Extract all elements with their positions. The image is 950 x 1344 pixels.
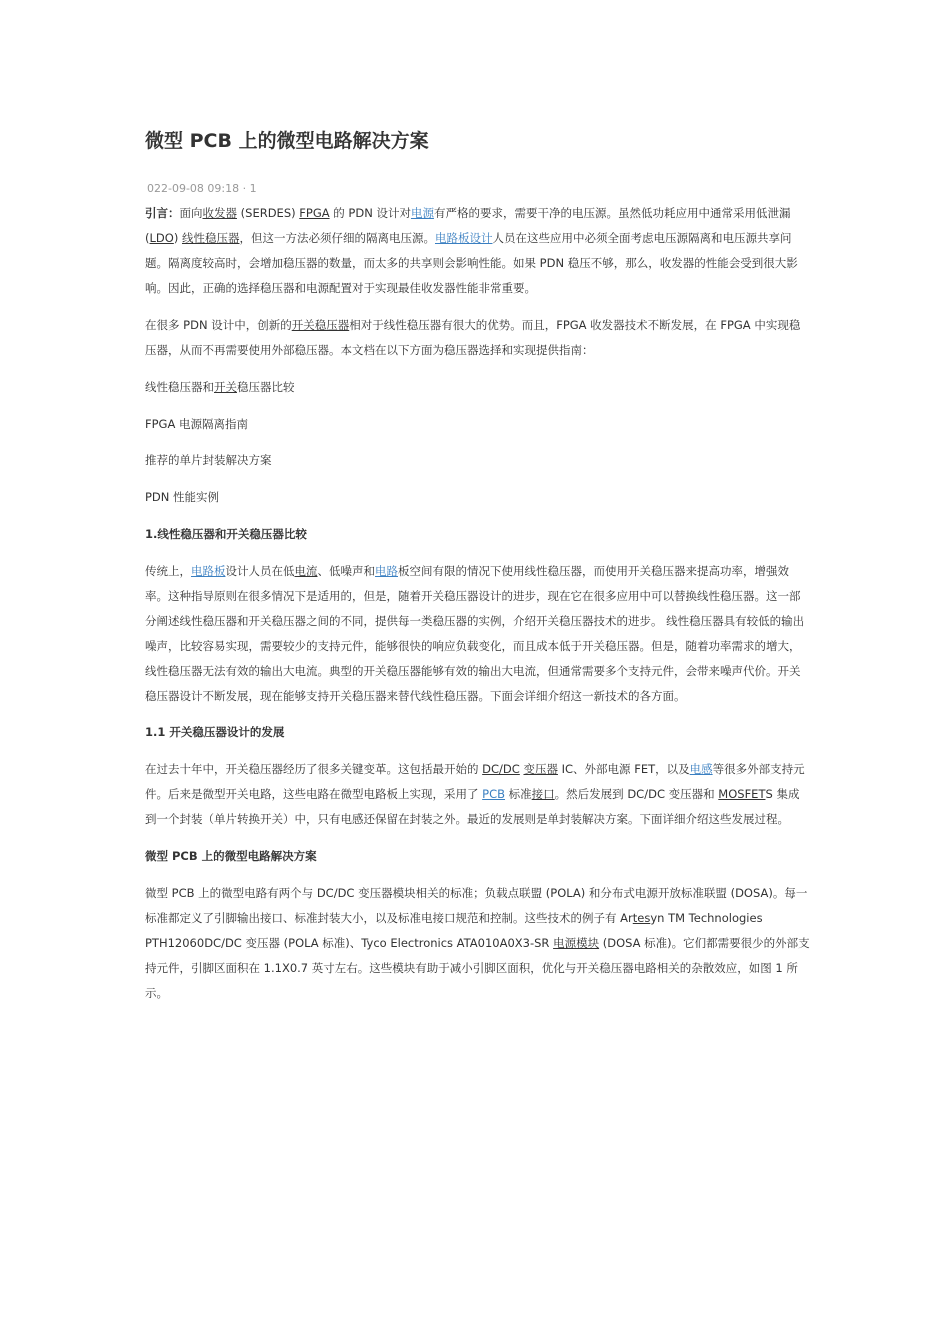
text-span: 稳压器比较: [237, 380, 295, 394]
list-item-2: FPGA 电源隔离指南: [145, 417, 248, 431]
text-span: 在过去十年中，开关稳压器经历了很多关键变革。这包括最开始的: [145, 762, 483, 776]
article-title: 微型 PCB 上的微型电路解决方案: [145, 130, 429, 152]
paragraph-4: [145, 757, 810, 832]
text-span: 微型 PCB 上的微型电路有两个与 DC/DC 变压器模块相关的标准；负载点联盟 (POLA) 和分布式电源开放标准联盟 (DOSA)。每一标准都定义了引脚输出接口、标准封装大小，以及标准电接口规范和控制。这些技术的例子有 Ar: [145, 886, 808, 925]
intro-label: 引言：: [145, 206, 180, 220]
link-current[interactable]: 电流: [294, 564, 318, 578]
text-span: 传统上，: [145, 564, 191, 578]
link-mosfet[interactable]: MOSFET: [718, 787, 766, 801]
text-span: 的 PDN 设计对: [329, 206, 411, 220]
text-span: S 集成到一个封装（单片转换开关）中，只有电感还保留在封装之外。最近的发展则是单封装解决方案。下面详细介绍这些发展过程。: [145, 787, 800, 826]
section-heading-micro-pcb: 微型 PCB 上的微型电路解决方案: [145, 849, 317, 863]
paragraph-2: [145, 313, 810, 363]
text-span: 相对于线性稳压器有很大的优势。而且，FPGA 收发器技术不断发展，在 FPGA 中实现稳压器，从而不再需要使用外部稳压器。本文档在以下方面为稳压器选择和实现提供指南：: [145, 318, 801, 357]
link-switch[interactable]: 开关: [214, 380, 237, 394]
section-heading-1: 1.线性稳压器和开关稳压器比较: [145, 527, 307, 541]
text-span: 有严格的要求，需要干净的电压源。虽然低功耗应用中通常采用低泄漏 (: [145, 206, 791, 245]
link-circuit[interactable]: 电路: [375, 564, 398, 578]
text-span: 、低噪声和: [317, 564, 375, 578]
link-circuit-board[interactable]: 电路板: [191, 564, 226, 578]
text-span: 板空间有限的情况下使用线性稳压器，而使用开关稳压器来提高功率，增强效率。这种指导原则在很多情况下是适用的，但是，随着开关稳压器设计的进步，现在它在很多应用中可以替换线性稳压器。这一部分阐述线性稳压器和开关稳压器之间的不同，提供每一类稳压器的实例，介绍开关稳压器技术的进步。 线性稳压器具有较低的输出噪声，比较容易实现，需要较少的支持元件，能够很快的响应负载变化，而且成本低于开关稳压器。但是，随着功率需求的增大，线性稳压器无法有效的输出大电流。典型的开关稳压器能够有效的输出大电流，但通常需要多个支持元件，会带来噪声代价。开关稳压器设计不断发展，现在能够支持开关稳压器来替代线性稳压器。下面会详细介绍这一新技术的各方面。: [145, 564, 805, 703]
link-inductor[interactable]: 电感: [689, 762, 713, 776]
text-span: ，但这一方法必须仔细的隔离电压源。: [239, 231, 435, 245]
link-pcb[interactable]: PCB: [482, 787, 506, 801]
link-power-module[interactable]: 电源模块: [553, 936, 600, 950]
text-span: 。然后发展到 DC/DC 变压器和: [554, 787, 719, 801]
link-transformer[interactable]: 变压器: [523, 762, 558, 776]
text-span: 设计人员在低: [225, 564, 295, 578]
paragraph-3: [145, 559, 810, 709]
section-heading-1-1: 1.1 开关稳压器设计的发展: [145, 725, 285, 739]
link-ldo[interactable]: LDO: [149, 231, 174, 245]
link-tes[interactable]: tes: [632, 911, 651, 925]
list-item-3: 推荐的单片封装解决方案: [145, 453, 272, 467]
list-item-4: PDN 性能实例: [145, 490, 220, 504]
link-linear-regulator[interactable]: 线性稳压器: [181, 231, 240, 245]
text-span: 面向: [179, 206, 203, 220]
text-span: yn TM Technologies PTH12060DC/DC 变压器 (POLA 标准)、Tyco Electronics ATA010A0X3-SR: [145, 911, 763, 950]
paragraph-5: [145, 881, 810, 1006]
link-interface[interactable]: 接口: [531, 787, 555, 801]
text-span: ): [173, 231, 182, 245]
text-span: 线性稳压器和: [145, 380, 214, 394]
link-power[interactable]: 电源: [410, 206, 434, 220]
link-fpga[interactable]: FPGA: [299, 206, 330, 220]
article-meta: 022-09-08 09:18 · 1: [147, 182, 257, 195]
text-span: IC、外部电源 FET，以及: [557, 762, 690, 776]
link-dcdc[interactable]: DC/DC: [482, 762, 520, 776]
text-span: (DOSA 标准)。它们都需要很少的外部支持元件，引脚区面积在 1.1X0.7 英寸左右。这些模块有助于减小引脚区面积，优化与开关稳压器电路相关的杂散效应，如图 1 所示。: [145, 936, 810, 1000]
text-span: 在很多 PDN 设计中，创新的: [145, 318, 292, 332]
intro-paragraph: [145, 201, 810, 301]
text-span: 等很多外部支持元件。后来是微型开关电路，这些电路在微型电路板上实现，采用了: [145, 762, 805, 801]
list-item-1: [145, 375, 810, 400]
text-span: 标准: [505, 787, 532, 801]
link-board-design[interactable]: 电路板设计: [434, 231, 493, 245]
text-span: (SERDES): [237, 206, 300, 220]
link-transceiver[interactable]: 收发器: [202, 206, 237, 220]
link-switching-regulator[interactable]: 开关稳压器: [291, 318, 350, 332]
text-span: 人员在这些应用中必须全面考虑电压源隔离和电压源共享问题。隔离度较高时，会增加稳压器的数量，而太多的共享则会影响性能。如果 PDN 稳压不够，那么，收发器的性能会受到很大影响。因此，正确的选择稳压器和电源配置对于实现最佳收发器性能非常重要。: [145, 231, 798, 295]
